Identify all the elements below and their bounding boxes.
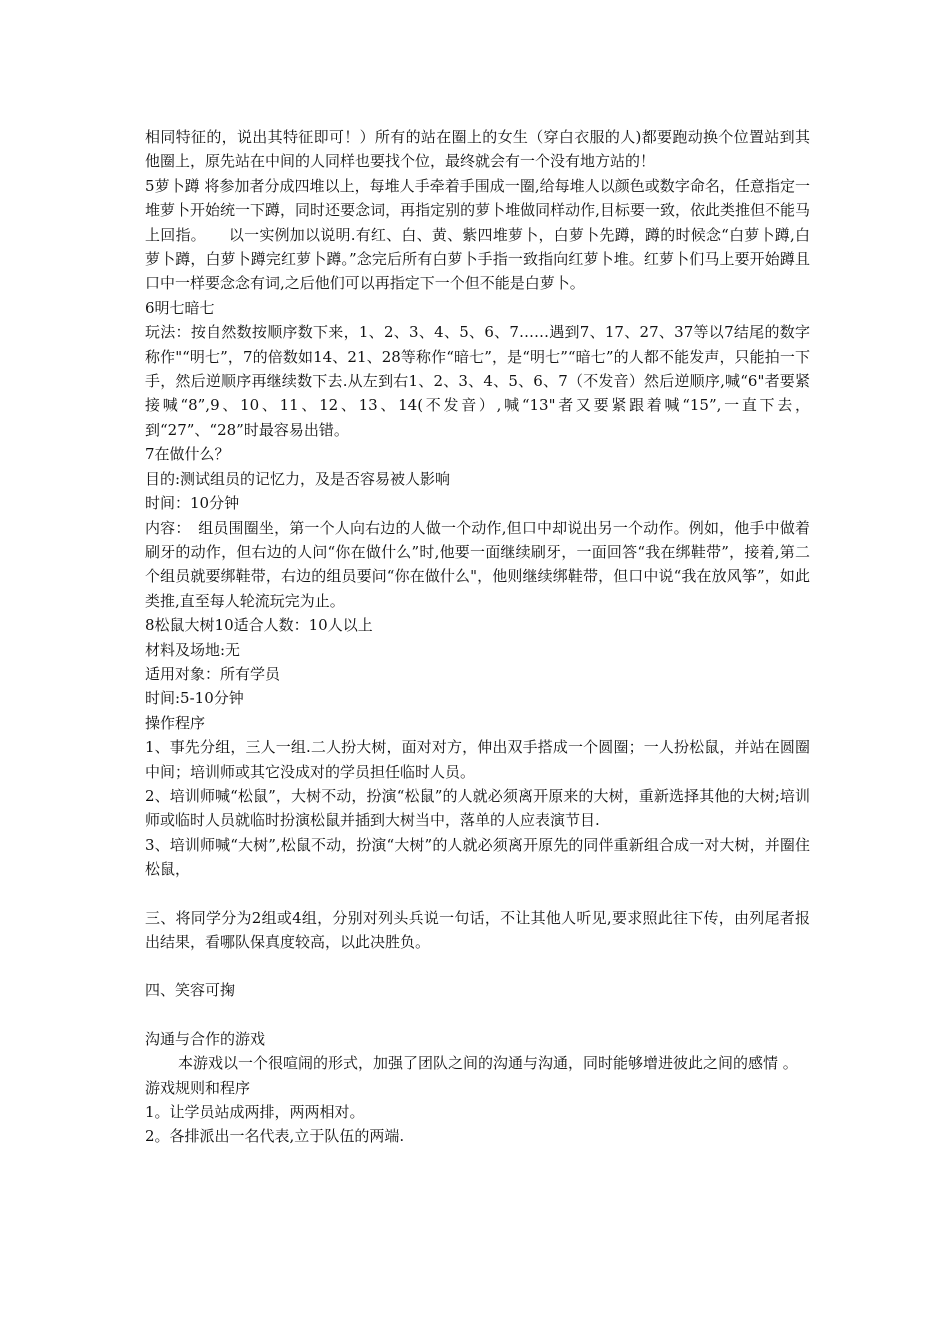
heading-communication-games: 沟通与合作的游戏 <box>145 1029 266 1048</box>
blank-line <box>145 882 810 906</box>
heading-squirrel-tree: 8松鼠大树10适合人数：10人以上 <box>145 616 373 635</box>
heading-ming-qi-an-qi: 6明七暗七 <box>145 298 215 317</box>
heading-procedure: 操作程序 <box>145 713 206 732</box>
blank-line <box>145 954 810 978</box>
blank-line <box>145 1003 810 1027</box>
paragraph-rule-2: 2。各排派出一名代表,立于队伍的两端. <box>145 1127 405 1146</box>
paragraph-time-10: 时间：10分钟 <box>145 494 240 513</box>
paragraph-radish-squat: 5萝卜蹲 将参加者分成四堆以上，每堆人手牵着手围成一圈,给每堆人以颜色或数字命名，任意指定一堆萝卜开始统一下蹲，同时还要念词，再指定别的萝卜堆做同样动作,目标要一致，依此类推但不能马上回指。 以一实例加以说明.有红、白、黄、紫四堆萝卜，白萝卜先蹲，蹲的时候念“白萝卜蹲,白萝卜蹲，白萝卜蹲完红萝卜蹲。”念完后所有白萝卜手指一致指向红萝卜堆。红萝卜们马上要开始蹲且口中一样要念念有词,之后他们可以再指定下一个但不能是白萝卜。 <box>145 176 810 293</box>
paragraph-step-3: 3、培训师喊“大树”,松鼠不动，扮演“大树”的人就必须离开原先的同伴重新组合成一对大树，并圈住松鼠， <box>145 835 810 879</box>
paragraph-time-5-10: 时间:5-10分钟 <box>145 689 244 708</box>
paragraph-section-three: 三、将同学分为2组或4组，分别对列头兵说一句话，不让其他人听见,要求照此往下传，由列尾者报出结果，看哪队保真度较高，以此决胜负。 <box>145 908 810 951</box>
paragraph-1: 相同特征的，说出其特征即可！）所有的站在圈上的女生（穿白衣服的人)都要跑动换个位置站到其他圈上，原先站在中间的人同样也要找个位，最终就会有一个没有地方站的！ <box>145 128 810 171</box>
paragraph-rule-1: 1。让学员站成两排，两两相对。 <box>145 1103 365 1122</box>
paragraph-ming-qi-rules: 玩法：按自然数按顺序数下来，1、2、3、4、5、6、7……遇到7、17、27、37等以7结尾的数字称作"“明七”，7的倍数如14、21、28等称作“暗七”，是“明七”“暗七”的人都不能发声，只能拍一下手，然后逆顺序再继续数下去.从左到右1、2、3、4、5、6、7（不发音）然后逆顺序,喊“6"者要紧接喊“8”,9、10、11、12、13、14(不发音）,喊“13"者又要紧跟着喊“15”,一直下去，到“27”、“28”时最容易出错。 <box>145 323 810 439</box>
document-body <box>145 125 810 1149</box>
paragraph-step-2: 2、培训师喊“松鼠”，大树不动，扮演“松鼠”的人就必须离开原来的大树，重新选择其他的大树;培训师或临时人员就临时扮演松鼠并插到大树当中，落单的人应表演节目. <box>145 786 810 830</box>
heading-what-are-you-doing: 7在做什么？ <box>145 445 230 464</box>
heading-section-four: 四、笑容可掬 <box>145 981 236 1000</box>
paragraph-purpose: 目的:测试组员的记忆力，及是否容易被人影响 <box>145 469 451 488</box>
paragraph-game-intro: 本游戏以一个很喧闹的形式，加强了团队之间的沟通与沟通，同时能够增进彼此之间的感情 。 <box>178 1054 798 1073</box>
paragraph-materials: 材料及场地:无 <box>145 640 241 659</box>
paragraph-audience: 适用对象：所有学员 <box>145 664 281 683</box>
heading-game-rules: 游戏规则和程序 <box>145 1078 251 1097</box>
paragraph-content: 内容： 组员围圈坐，第一个人向右边的人做一个动作,但口中却说出另一个动作。例如，他手中做着刷牙的动作，但右边的人问“你在做什么”时,他要一面继续刷牙，一面回答“我在绑鞋带”，接着,第二个组员就要绑鞋带，右边的组员要问“你在做什么"，他则继续绑鞋带，但口中说“我在放风筝”，如此类推,直至每人轮流玩完为止。 <box>145 518 810 610</box>
paragraph-step-1: 1、事先分组，三人一组.二人扮大树，面对对方，伸出双手搭成一个圆圈；一人扮松鼠，并站在圆圈中间；培训师或其它没成对的学员担任临时人员。 <box>145 738 810 781</box>
